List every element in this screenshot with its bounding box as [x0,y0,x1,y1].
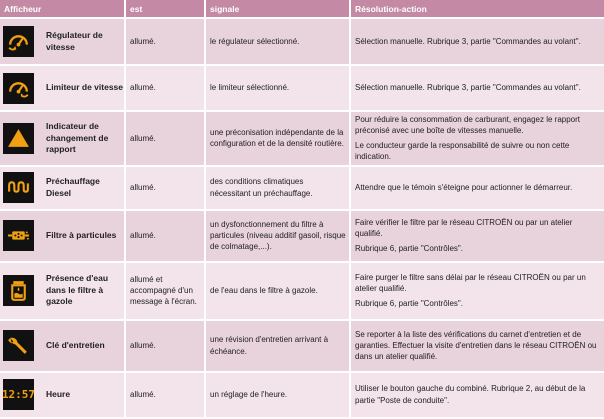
header-resolution: Résolution-action [349,0,604,17]
table-row [0,211,604,261]
cell-signale: le régulateur sélectionné. [204,19,349,64]
indicator-label: Présence d'eau dans le filtre à gazole [46,273,109,307]
resolution-text: Faire vérifier le filtre par le réseau CITROËN ou par un atelier qualifié. [355,218,573,239]
table-row [0,373,604,417]
table-row [0,263,604,319]
cell-resolution [349,167,604,209]
cell-afficheur [0,321,124,371]
particulate-filter-icon [3,220,34,251]
cell-afficheur [0,211,124,261]
indicator-label: Filtre à particules [46,229,117,240]
gear-shift-indicator-icon [3,123,34,154]
cell-resolution [349,112,604,165]
indicator-label: Préchauffage Diesel [46,176,100,198]
cell-afficheur [0,167,124,209]
cell-resolution [349,19,604,64]
clock-display-text: 12:57 [1,387,36,401]
header-afficheur: Afficheur [0,0,124,17]
table-row [0,112,604,165]
cell-resolution [349,211,604,261]
indicator-label: Indicateur de changement de rapport [46,121,109,155]
resolution-text: Sélection manuelle. Rubrique 3, partie "Commandes au volant". [355,36,581,46]
cell-est: allumé. [124,321,204,371]
cell-signale: le limiteur sélectionné. [204,66,349,110]
header-signale: signale [204,0,349,17]
table-row [0,167,604,209]
table-header-row [0,0,604,17]
cell-afficheur [0,66,124,110]
resolution-text: Attendre que le témoin s'éteigne pour actionner le démarreur. [355,182,573,192]
resolution-text: Se reporter à la liste des vérifications du carnet d'entretien et de garanties. Effectuer la visite d'entretien dans le réseau CITROËN ou dans un atelier qualifié. [355,329,597,362]
water-in-fuel-filter-icon [3,275,34,306]
cell-resolution [349,373,604,417]
resolution-text: Rubrique 6, partie "Contrôles". [355,243,463,253]
cell-signale: une révision d'entretien arrivant à échéance. [204,321,349,371]
cruise-control-icon [3,26,34,57]
indicator-label: Heure [46,388,71,399]
cell-afficheur [0,112,124,165]
cell-signale: un réglage de l'heure. [204,373,349,417]
service-wrench-icon [3,330,34,361]
indicator-label: Clé d'entretien [46,339,105,350]
cell-resolution [349,321,604,371]
cell-est: allumé. [124,19,204,64]
cell-signale: des conditions climatiques nécessitant un préchauffage. [204,167,349,209]
speed-limiter-icon [3,73,34,104]
table-row [0,321,604,371]
cell-signale: de l'eau dans le filtre à gazole. [204,263,349,319]
resolution-text: Le conducteur garde la responsabilité de suivre ou non cette indication. [355,140,570,162]
table-row [0,19,604,64]
table-row [0,66,604,110]
cell-resolution [349,66,604,110]
cell-afficheur [0,19,124,64]
cell-est: allumé et accompagné d'un message à l'écran. [124,263,204,319]
resolution-text: Pour réduire la consommation de carburant, engagez le rapport préconisé avec une boîte de vitesses manuelle. [355,115,581,136]
cell-signale: un dysfonctionnement du filtre à particules (niveau additif gasoil, risque de colmatage,...). [204,211,349,261]
indicator-label: Limiteur de vitesse [46,82,124,93]
resolution-text: Sélection manuelle. Rubrique 3, partie "Commandes au volant". [355,83,581,93]
indicator-label: Régulateur de vitesse [46,30,103,52]
cell-est: allumé. [124,373,204,417]
cell-resolution [349,263,604,319]
glow-plug-icon [3,172,34,203]
header-est: est [124,0,204,17]
cell-est: allumé. [124,66,204,110]
cell-signale: une préconisation indépendante de la configuration et de la densité routière. [204,112,349,165]
cell-est: allumé. [124,211,204,261]
resolution-text: Faire purger le filtre sans délai par le réseau CITROËN ou par un atelier qualifié. [355,273,586,294]
cell-afficheur [0,373,124,417]
resolution-text: Utiliser le bouton gauche du combiné. Rubrique 2, au début de la partie "Poste de conduite". [355,384,586,405]
cell-afficheur [0,263,124,319]
cell-est: allumé. [124,167,204,209]
resolution-text: Rubrique 6, partie "Contrôles". [355,298,463,308]
clock-display-icon [3,379,34,410]
cell-est: allumé. [124,112,204,165]
